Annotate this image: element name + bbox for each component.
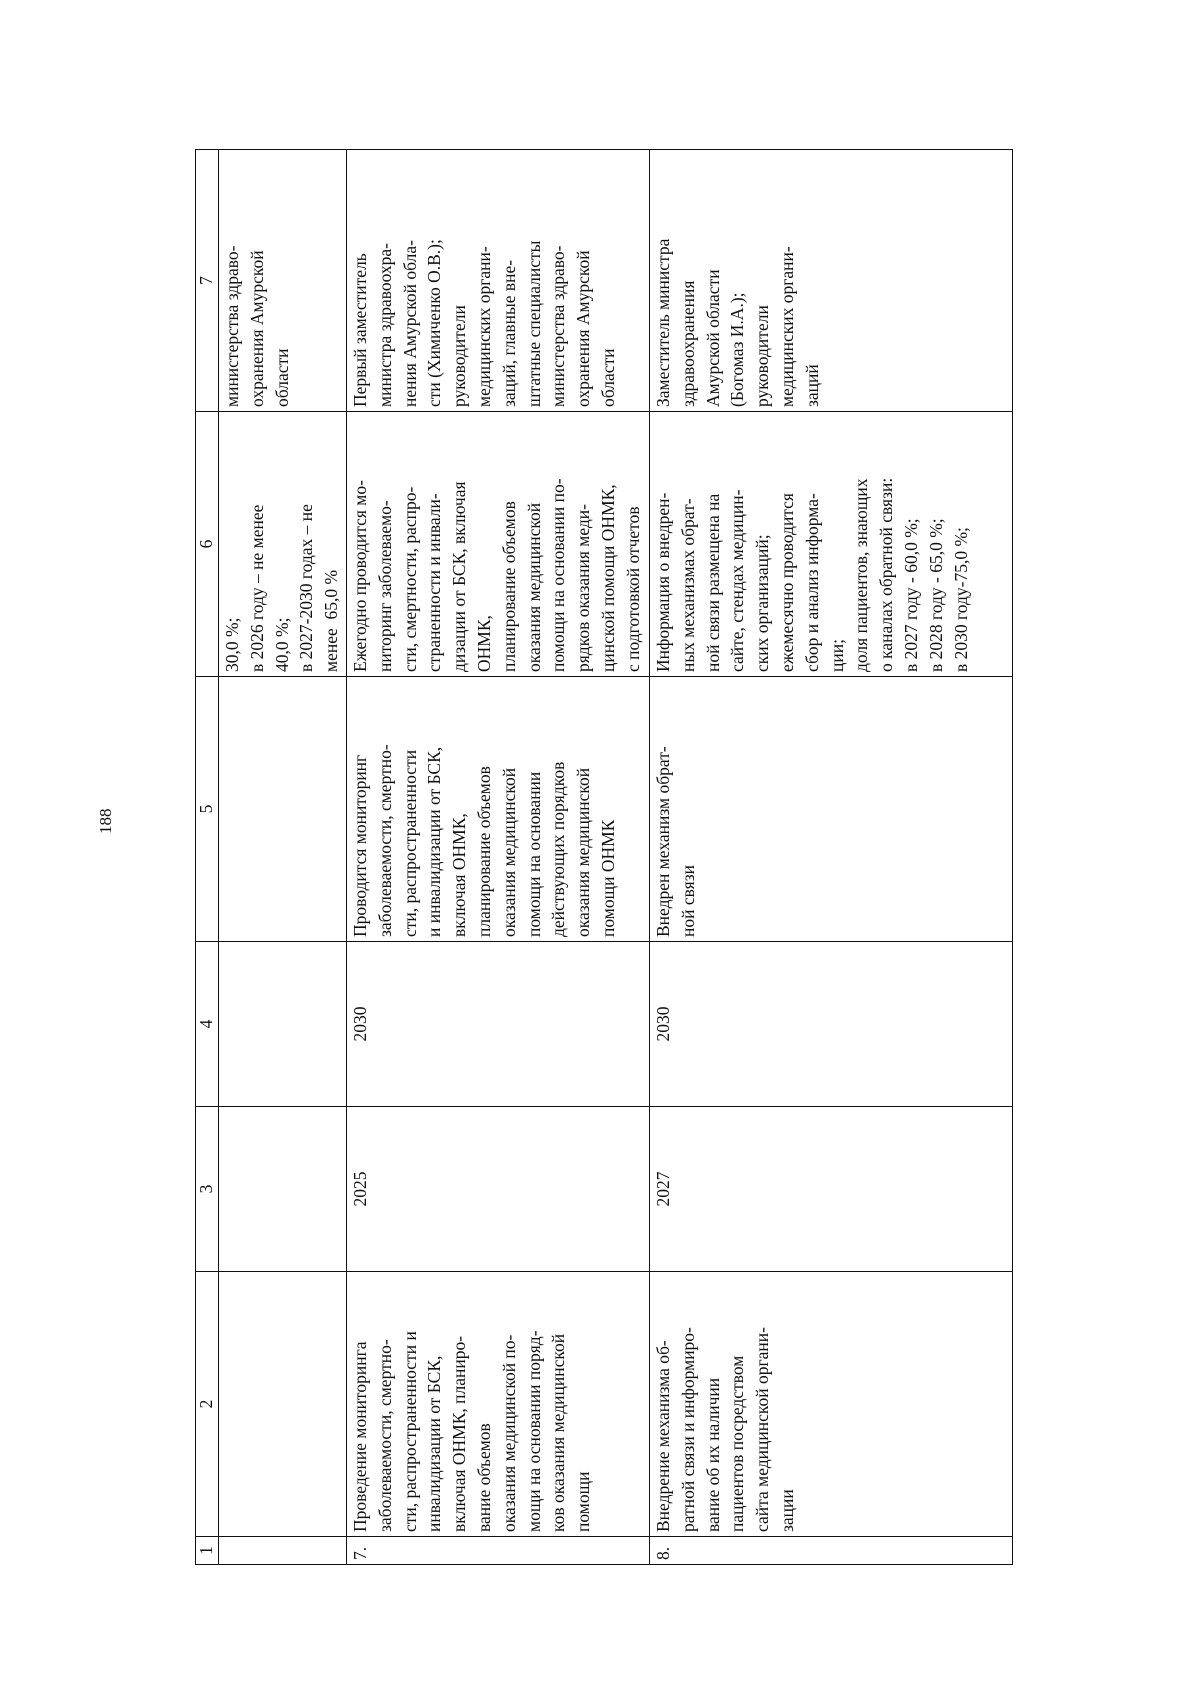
cell-line: медицинских органи- [473, 246, 494, 407]
cell-line: оказания медицинской [498, 767, 519, 937]
cell-line: Ежегодно проводится мо- [350, 480, 370, 672]
rotated-table-container [195, 150, 1025, 1565]
cell-start-year: 2027 [650, 1107, 1013, 1272]
cell-line: нения Амурской обла- [399, 240, 420, 407]
cell-line: области [271, 348, 292, 407]
cell-line: сти, распространенности и [399, 1331, 420, 1532]
cell-line: ниторинг заболеваемо- [374, 500, 395, 672]
cell-line: и инвалидизации от БСК, [424, 746, 445, 937]
header-cell: 6 [196, 412, 219, 677]
cell-line: ной связи [677, 865, 698, 937]
cell-number: 7. [347, 1537, 650, 1565]
cell-line: заций [801, 364, 822, 407]
cell-line: действующих порядков [548, 761, 569, 937]
cell-line: ных механизмах обрат- [677, 498, 698, 672]
cell-line: цинской помощи ОНМК, [597, 484, 618, 672]
cell-empty [219, 1107, 347, 1272]
cell-end-year: 2030 [347, 942, 650, 1107]
cell-line: ции; [826, 639, 847, 672]
cell-responsible [650, 150, 1013, 412]
cell-line: 40,0 %; [271, 617, 292, 672]
cell-line: менее 65,0 % [321, 569, 342, 672]
cell-line: заций, главные вне- [498, 259, 519, 407]
cell-line: сбор и анализ информа- [801, 493, 822, 672]
cell-line: планирование объемов [473, 766, 494, 937]
cell-line: охранения Амурской [573, 250, 594, 407]
cell-line: сти, смертности, распро- [399, 486, 420, 672]
cell-line: в 2026 году – не менее [246, 504, 267, 672]
cell-line: о каналах обратной связи: [876, 477, 897, 672]
cell-empty [219, 677, 347, 942]
cell-line: министерства здраво- [222, 245, 242, 407]
cell-line: Первый заместитель [350, 253, 370, 407]
cell-line: в 2028 году - 65,0 %; [925, 518, 946, 672]
cell-line: помощи на основании по- [548, 478, 569, 672]
cell-empty [219, 942, 347, 1107]
cell-line: в 2027-2030 годах – не [296, 504, 317, 672]
cell-line: Амурской области [702, 269, 723, 407]
cell-result [650, 677, 1013, 942]
cell-line: доля пациентов, знающих [851, 478, 872, 672]
plan-table [195, 149, 1013, 1565]
cell-line: Заместитель министра [653, 238, 673, 407]
cell-line: (Богомаз И.А.); [727, 292, 748, 407]
header-cell: 4 [196, 942, 219, 1107]
cell-result [347, 677, 650, 942]
cell-line: Проведение мониторинга [350, 1341, 370, 1532]
cell-line: Внедрен механизм обрат- [653, 746, 673, 937]
header-cell: 3 [196, 1107, 219, 1272]
header-cell: 7 [196, 150, 219, 412]
cell-line: рядков оказания меди- [573, 503, 594, 672]
cell-line: пациентов посредством [727, 1355, 748, 1532]
cell-line: штатные специалисты [523, 240, 544, 407]
cell-end-year: 2030 [650, 942, 1013, 1107]
cell-line: ских организаций; [752, 534, 773, 672]
cell-line: зации [776, 1489, 797, 1532]
cell-line: страненности и инвали- [424, 493, 445, 672]
cell-line: в 2027 году - 60,0 %; [900, 518, 921, 672]
cell-responsible [219, 150, 347, 412]
cell-start-year: 2025 [347, 1107, 650, 1272]
cell-event [347, 1272, 650, 1537]
cell-control [219, 412, 347, 677]
cell-line: заболеваемости, смертно- [374, 1339, 395, 1532]
header-cell: 2 [196, 1272, 219, 1537]
cell-line: министерства здраво- [548, 245, 569, 407]
cell-line: сайта медицинской органи- [752, 1327, 773, 1532]
cell-line: вание объемов [473, 1423, 494, 1532]
cell-line: заболеваемости, смертно- [374, 744, 395, 937]
header-cell: 1 [196, 1537, 219, 1565]
cell-responsible [347, 150, 650, 412]
table-row [650, 150, 1013, 1565]
cell-control [650, 412, 1013, 677]
cell-line: дизации от БСК, включая [449, 481, 470, 672]
cell-line: ОНМК, [473, 615, 494, 672]
cell-line: области [597, 348, 618, 407]
cell-empty [219, 1272, 347, 1537]
header-row [196, 150, 219, 1565]
cell-line: руководители [752, 305, 773, 407]
cell-line: ратной связи и информиро- [677, 1327, 698, 1532]
cell-line: ной связи размещена на [702, 493, 723, 672]
cell-line: в 2030 году-75,0 %; [950, 527, 971, 672]
cell-line: вание об их наличии [702, 1377, 723, 1532]
cell-empty [219, 1537, 347, 1565]
cell-line: с подготовкой отчетов [622, 506, 643, 672]
cell-line: медицинских органи- [776, 246, 797, 407]
cell-line: Проводится мониторинг [350, 754, 370, 937]
cell-line: оказания медицинской [573, 767, 594, 937]
cell-line: ков оказания медицинской [548, 1333, 569, 1532]
cell-line: Информация о внедрен- [653, 492, 673, 672]
cell-line: сайте, стендах медицин- [727, 489, 748, 672]
cell-control [347, 412, 650, 677]
table-row [347, 150, 650, 1565]
cell-line: 30,0 %; [222, 617, 242, 672]
header-cell: 5 [196, 677, 219, 942]
cell-line: здравоохранения [677, 280, 698, 407]
cell-line: охранения Амурской [246, 250, 267, 407]
cell-line: сти (Химиченко О.В.); [424, 239, 445, 407]
cell-line: министра здравоохра- [374, 242, 395, 407]
cell-line: планирование объемов [498, 501, 519, 672]
table-row-continuation [219, 150, 347, 1565]
cell-line: мощи на основании поряд- [523, 1330, 544, 1532]
cell-line: сти, распространенности [399, 749, 420, 937]
cell-line: оказания медицинской [523, 502, 544, 672]
cell-line: оказания медицинской по- [498, 1334, 519, 1532]
cell-line: Внедрение механизма об- [653, 1340, 673, 1532]
cell-line: помощи ОНМК [597, 819, 618, 937]
cell-line: ежемесячно проводится [776, 493, 797, 672]
cell-line: инвалидизации от БСК, [424, 1355, 445, 1532]
cell-line: помощи [573, 1471, 594, 1532]
cell-event [650, 1272, 1013, 1537]
cell-line: руководители [449, 305, 470, 407]
page-number: 188 [96, 808, 115, 834]
cell-line: включая ОНМК, планиро- [449, 1335, 470, 1532]
cell-line: включая ОНМК, [449, 813, 470, 937]
cell-line: помощи на основании [523, 771, 544, 937]
cell-number: 8. [650, 1537, 1013, 1565]
